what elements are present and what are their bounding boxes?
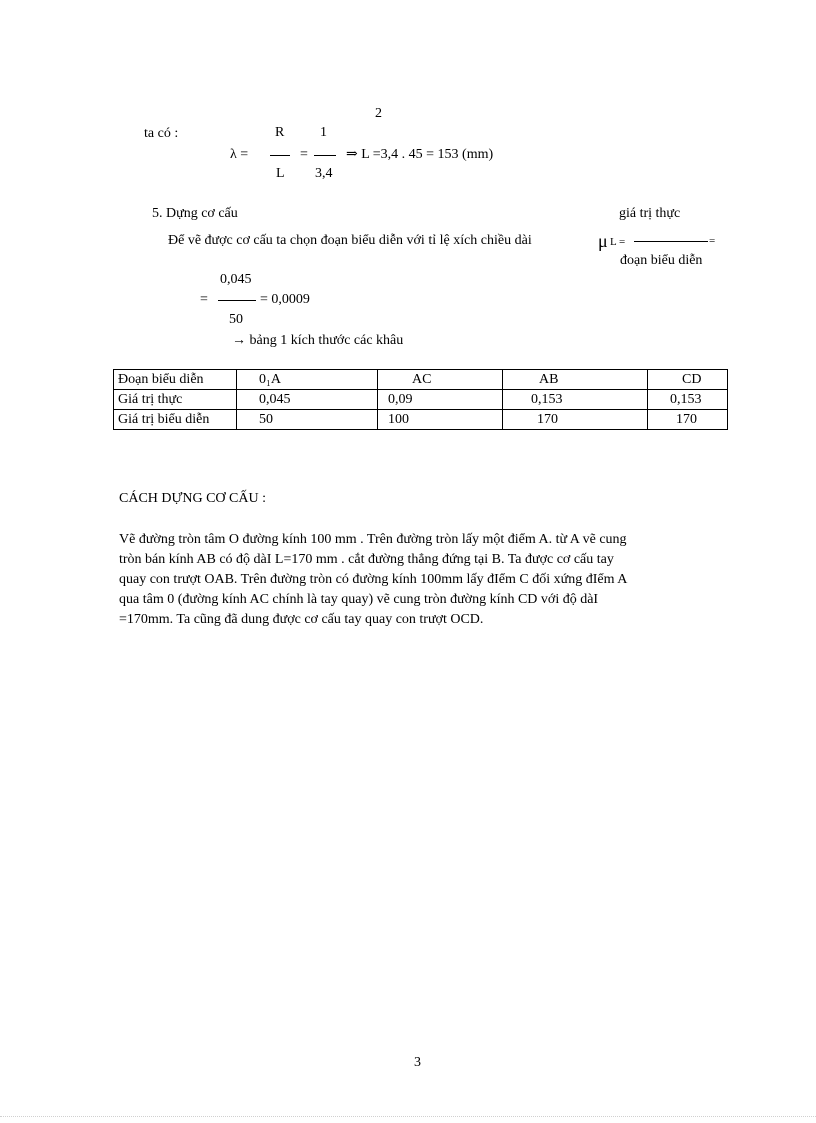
table-cell: 0₁A — [237, 370, 378, 390]
table-cell: AB — [503, 370, 648, 390]
page-bottom-edge — [0, 1116, 816, 1117]
equation-result: ⇒ L =3,4 . 45 = 153 (mm) — [346, 147, 494, 162]
section-heading: 5. Dựng cơ cấu — [152, 206, 238, 221]
table-cell: AC — [378, 370, 503, 390]
table-cell: 170 — [503, 410, 648, 430]
fraction-denominator-l: L — [276, 166, 285, 181]
lambda-equals: λ = — [230, 147, 249, 162]
fraction-bar-r-l — [270, 155, 290, 156]
eq2-numerator: 0,045 — [220, 272, 252, 287]
scale-fraction-bar — [634, 241, 708, 242]
table-reference: → bảng 1 kích thước các khâu — [232, 333, 404, 348]
paragraph-line: quay con trượt OAB. Trên đường tròn có đường kính 100mm lấy đIểm C đối xứng đIểm A — [119, 572, 628, 587]
scale-eq-end: = — [709, 235, 716, 247]
table-cell: 100 — [378, 410, 503, 430]
equals-sign: = — [300, 147, 308, 162]
mu-subscript: L = — [610, 236, 626, 248]
table-cell: Giá trị biểu diễn — [114, 410, 237, 430]
method-heading: CÁCH DỰNG CƠ CẤU : — [119, 491, 266, 506]
method-paragraph — [119, 530, 719, 630]
lead-text: ta có : — [144, 126, 179, 141]
scale-intro-text: Để vẽ được cơ cấu ta chọn đoạn biểu diễn với tỉ lệ xích chiều dài — [168, 233, 532, 248]
page-number: 3 — [414, 1055, 421, 1070]
paragraph-line: tròn bán kính AB có độ dàI L=170 mm . cắt đường thẳng đứng tại B. Ta được cơ cấu tay — [119, 552, 614, 567]
link-dimensions-table — [113, 369, 728, 430]
paragraph-line: =170mm. Ta cũng đã dung được cơ cấu tay quay con trượt OCD. — [119, 612, 484, 627]
scale-fraction-numerator: giá trị thực — [619, 206, 681, 221]
mu-symbol: μ — [598, 231, 608, 251]
table-row — [114, 370, 728, 390]
fraction-denominator-34: 3,4 — [315, 166, 333, 181]
fraction-numerator-r: R — [275, 125, 285, 140]
eq2-result: = 0,0009 — [260, 292, 310, 307]
table-cell: 50 — [237, 410, 378, 430]
table-cell: 0,045 — [237, 390, 378, 410]
eq2-denominator: 50 — [229, 312, 243, 327]
fraction-bar-1-34 — [314, 155, 336, 156]
table-cell: 0,153 — [503, 390, 648, 410]
fraction-numerator-1: 1 — [320, 125, 327, 140]
paragraph-line: qua tâm 0 (đường kính AC chính là tay quay) vẽ cung tròn đường kính CD với độ dàI — [119, 592, 599, 607]
paragraph-line: Vẽ đường tròn tâm O đường kính 100 mm . Trên đường tròn lấy một điểm A. từ A vẽ cung — [119, 532, 627, 547]
scale-fraction-denominator: đoạn biểu diễn — [620, 253, 703, 268]
table-cell: Đoạn biểu diễn — [114, 370, 237, 390]
eq2-fraction-bar — [218, 300, 256, 301]
table-row — [114, 390, 728, 410]
table-cell: 170 — [648, 410, 728, 430]
table-cell: CD — [648, 370, 728, 390]
eq2-equals: = — [200, 292, 208, 307]
table-cell: 0,09 — [378, 390, 503, 410]
table-cell: Giá trị thực — [114, 390, 237, 410]
superscript-2: 2 — [375, 106, 382, 121]
table-row — [114, 410, 728, 430]
table-cell: 0,153 — [648, 390, 728, 410]
